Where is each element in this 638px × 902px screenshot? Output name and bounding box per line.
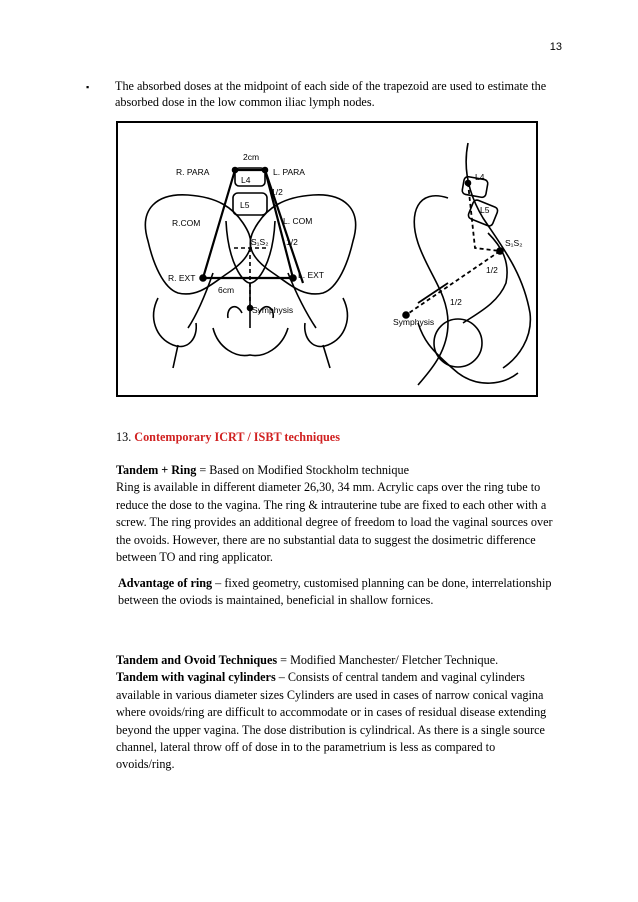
tandem-ovoid-heading: Tandem and Ovoid Techniques <box>116 653 278 667</box>
bullet-text: The absorbed doses at the midpoint of each side of the trapezoid are used to estimate the absorbed dose in the low common iliac lymph nodes. <box>115 79 547 109</box>
tandem-ring-paragraph <box>116 462 556 566</box>
label-half-mid: 1/2 <box>286 237 298 247</box>
label-s1s2-front: S₁S₂ <box>251 237 269 247</box>
label-half-lateral-lower: 1/2 <box>450 297 462 307</box>
tandem-cyl-body: – Consists of central tandem and vaginal cylinders available in various diameter sizes Cylinders are used in cases of narrow conical vagina where ovoids/ring are difficult to accommodate or in cases of residual disease extending beyond the upper vagina. The dose distribution is cylindrical. As there is a single source channel, lateral throw off of dose in to the parametrium is less as compared to ovoids/ring. <box>116 670 547 772</box>
label-r-para: R. PARA <box>176 167 210 177</box>
bullet-paragraph <box>86 78 556 110</box>
label-l4-lateral: L4 <box>475 172 485 182</box>
advantage-body: – fixed geometry, customised planning can be done, interrelationship between the oviods is maintained, beneficial in shallow fornices. <box>118 576 552 608</box>
label-l4-front: L4 <box>241 175 251 185</box>
label-symphysis-lateral: Symphysis <box>393 317 435 327</box>
section-number: 13. <box>116 430 132 444</box>
pelvis-diagram-figure <box>116 121 538 397</box>
label-l-ext: L. EXT <box>298 270 324 280</box>
advantage-paragraph <box>118 575 558 610</box>
tandem-ovoid-paragraph <box>116 652 556 774</box>
tandem-cyl-heading: Tandem with vaginal cylinders <box>116 670 276 685</box>
tandem-ring-heading-rest: = Based on Modified Stockholm technique <box>196 463 410 477</box>
bullet-marker: ▪ <box>86 82 90 92</box>
label-r-ext: R. EXT <box>168 273 196 283</box>
label-6cm: 6cm <box>218 285 235 295</box>
pelvis-diagram <box>118 123 536 395</box>
page-number: 13 <box>549 41 562 53</box>
section-title: Contemporary ICRT / ISBT techniques <box>134 430 340 444</box>
advantage-heading: Advantage of ring <box>118 576 213 590</box>
section-heading <box>116 430 340 445</box>
label-2cm: 2cm <box>243 152 260 162</box>
label-l5-lateral: L5 <box>480 205 490 215</box>
tandem-ring-heading: Tandem + Ring <box>116 463 197 477</box>
label-symphysis-front: Symphysis <box>252 305 294 315</box>
label-half-lateral-upper: 1/2 <box>486 265 498 275</box>
tandem-ovoid-body: = Modified Manchester/ Fletcher Technique. <box>277 653 499 667</box>
label-l-com: L. COM <box>283 216 313 226</box>
tandem-ring-body: Ring is available in different diameter 26,30, 34 mm. Acrylic caps over the ring tube to reduce the dose to the vagina. The ring & intrauterine tube are fixed to each other with a screw. The ring provides an additional degree of freedom to load the vaginal sources over the ovoids. However, there are no substantial data to suggest the dosimetric difference between TO and ring applicator. <box>116 480 553 565</box>
label-half-top: 1/2 <box>271 187 283 197</box>
label-r-com: R.COM <box>172 218 201 228</box>
label-l5-front: L5 <box>240 200 250 210</box>
label-l-para: L. PARA <box>273 167 305 177</box>
label-s1s2-lateral: S₁S₂ <box>505 238 523 248</box>
